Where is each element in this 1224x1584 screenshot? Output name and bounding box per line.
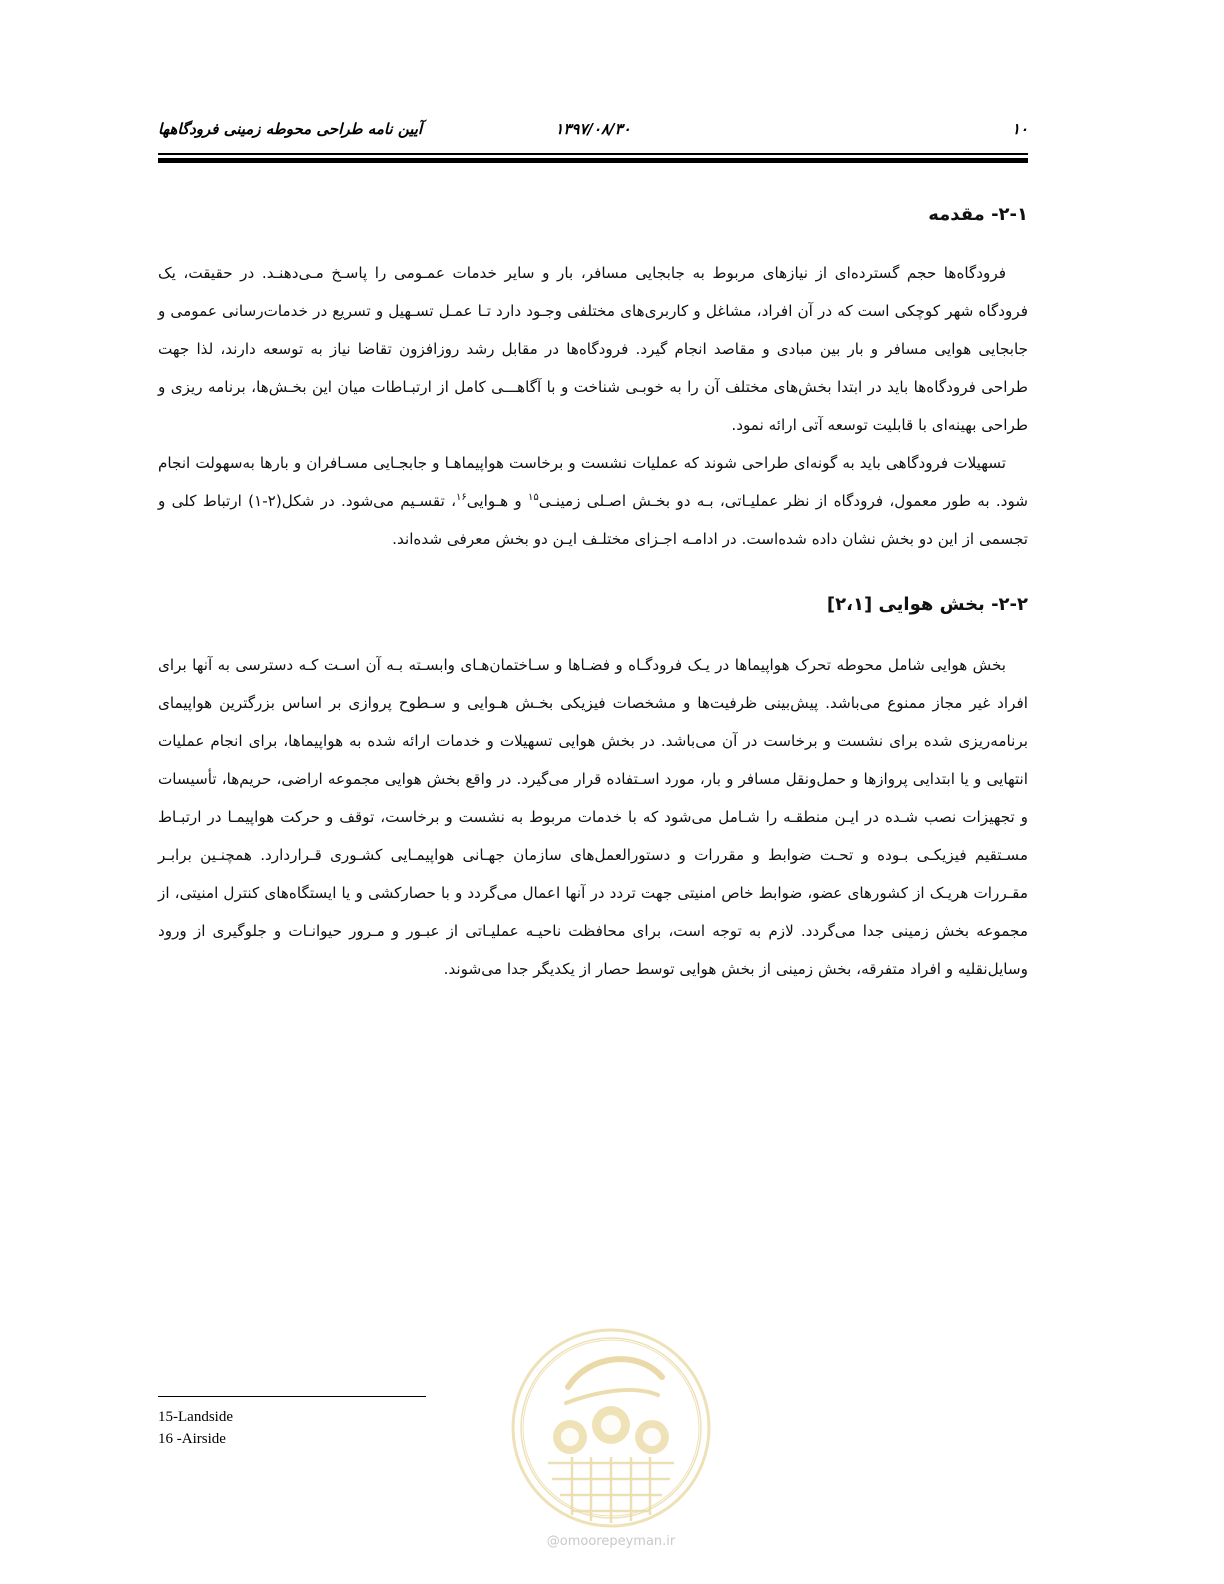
watermark-site: @omoorepeyman.ir bbox=[546, 1534, 676, 1549]
paragraph-with-footnotes bbox=[158, 444, 1028, 558]
section-heading-airside: ۲-۲- بخش هوایی [۲،۱] bbox=[826, 594, 1028, 615]
footnote-15: 15-Landside bbox=[158, 1409, 233, 1425]
footnote-separator bbox=[158, 1396, 426, 1397]
header-rule-thick bbox=[158, 158, 1028, 163]
header-title: آیین نامه طراحی محوطه زمینی فرودگاهها bbox=[158, 120, 423, 138]
page-number: ۱۰ bbox=[1011, 120, 1028, 138]
footnote-16: 16 -Airside bbox=[158, 1431, 226, 1447]
footnotes bbox=[158, 1406, 233, 1450]
footnote-ref-16[interactable]: ۱۶ bbox=[456, 491, 467, 503]
paragraph-text: و هـوایی bbox=[466, 492, 529, 510]
footnote-ref-15[interactable]: ۱۵ bbox=[528, 491, 539, 503]
header-date: ۱۳۹۷/۰۸/۳۰ bbox=[555, 120, 631, 138]
paragraph: فرودگاه‌ها حجم گسترده‌ای از نیازهای مربوط به جابجایی مسافر، بار و سایر خدمات عمـومی را پاسـخ مـی‌دهنـد. در حقیقت، یک فرودگاه شهر کوچکی است که در آن افراد، مشاغل و کاربری‌های مختلفی وجـود دارد تـا عمـل تسـهیل و تسریع در خدمات‌رسانی عمومی و جابجایی هوایی مسافر و بار بین مبادی و مقاصد انجام گیرد. فرودگاه‌ها در مقابل رشد روزافزون تقاضا نیاز به توسعه دارند، لذا جهت طراحی فرودگاه‌ها باید در ابتدا بخش‌های مختلف آن را به خوبـی شناخت و با آگاهـــی کامل از ارتبـاطات میان این بخـش‌ها، برنامه ریزی و طراحی بهینه‌ای با قابلیت توسعه آتی ارائه نمود. bbox=[158, 264, 1028, 434]
paragraph: بخش هوایی شامل محوطه تحرک هواپیماها در یـک فرودگـاه و فضـاها و سـاختمان‌هـای وابسـته بـه آن اسـت کـه دسترسی به آنها برای افراد غیر مجاز ممنوع می‌باشد. پیش‌بینی ظرفیت‌ها و مشخصات فیزیکی بخـش هـوایی و سـطوح پروازی بر اساس بزرگترین هواپیمای برنامه‌ریزی شده برای نشست و برخاست در آن می‌باشد. در بخش هوایی تسهیلات و خدمات ارائه شده به هواپیماها، برای انجام عملیات انتهایی و یا ابتدایی پروازها و حمل‌ونقل مسافر و بار، مورد اسـتفاده قرار می‌گیرد. در واقع بخش هوایی مجموعه اراضی، حریم‌ها، تأسیسات و تجهیزات نصب شـده در ایـن منطقـه را شـامل می‌شود که با خدمات مربوط به نشست و برخاست، توقف و حرکت هواپیمـا در ارتبـاط مسـتقیم فیزیکـی بـوده و تحـت ضوابط و مقررات و دستورالعمل‌های سازمان جهـانی هواپیمـایی کشـوری قـراردارد. همچنـین برابـر مقـررات هریـک از کشورهای عضو، ضوابط خاص امنیتی جهت تردد در آنها اعمال می‌گردد و با حصارکشی و یا ایستگاه‌های کنترل امنیتی، از مجموعه بخش زمینی جدا می‌گردد. لازم به توجه است، برای محافظت ناحیـه عملیـاتی از عبـور و مـرور حیوانـات و جلوگیری از ورود وسایل‌نقلیه و افراد متفرقه، بخش زمینی از بخش هوایی توسط حصار از یکدیگر جدا می‌شوند. bbox=[158, 656, 1028, 978]
header-rule-thin bbox=[158, 153, 1028, 155]
section-heading-introduction: ۲-۱- مقدمه bbox=[928, 204, 1028, 225]
watermark-logo bbox=[508, 1325, 714, 1531]
page-body bbox=[158, 198, 1028, 988]
running-header bbox=[158, 120, 1028, 142]
paragraph-text: تسهیلات فرودگاهی باید به گونه‌ای طراحی شوند که عملیات نشست و برخاست هواپیماهـا و جابجـایی مسـافران و بارها به‌سهولت انجام شود. به طور معمول، فرودگاه از نظر عملیـاتی، بـه دو بخـش اصـلی زمینـی bbox=[158, 454, 1029, 510]
paragraph-text: ، تقسـیم می‌شود. در شکل(۲-۱) ارتباط کلی و تجسمی از این دو بخش نشان داده شده‌است. در ادامـه اجـزای مختلـف ایـن دو بخش معرفی شده‌اند. bbox=[158, 492, 1028, 548]
